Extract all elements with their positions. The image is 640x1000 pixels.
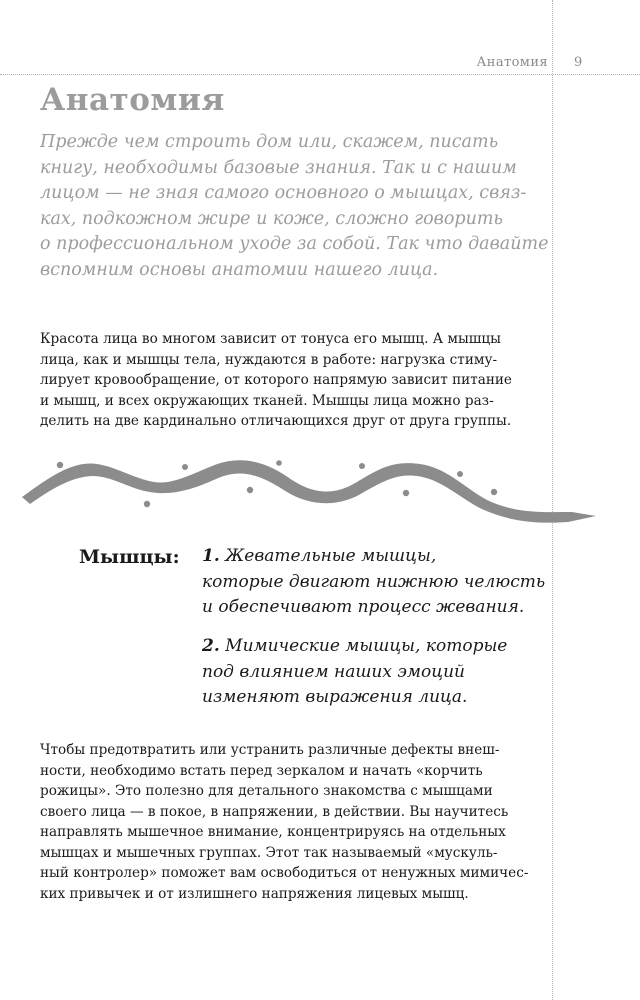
wave-dot xyxy=(403,490,409,496)
page-title: Анатомия xyxy=(40,82,225,118)
intro-line: книгу, необходимы базовые знания. Так и с нашим xyxy=(40,157,517,178)
wave-dot xyxy=(491,489,497,495)
wave-dot xyxy=(144,501,150,507)
intro-paragraph xyxy=(40,130,560,284)
wave-dot xyxy=(319,493,325,499)
item-number: 1. xyxy=(202,546,220,566)
body-line: направлять мышечное внимание, концентрируясь на отдельных xyxy=(40,824,506,840)
wave-ornament-icon xyxy=(22,452,596,532)
wave-dot xyxy=(182,464,188,470)
muscle-group-line: которые двигают нижнюю челюсть xyxy=(202,571,546,592)
intro-line: Прежде чем строить дом или, скажем, писать xyxy=(40,132,499,152)
muscle-group-item xyxy=(202,634,562,711)
body-paragraph-2 xyxy=(40,740,550,904)
body-line: Красота лица во многом зависит от тонуса его мышц. А мышцы xyxy=(40,331,501,347)
body-line: делить на две кардинально отличающихся друг от друга группы. xyxy=(40,413,512,429)
body-line: лица, как и мышцы тела, нуждаются в работе: нагрузка стиму- xyxy=(40,351,498,368)
body-line: ности, необходимо встать перед зеркалом и начать «корчить xyxy=(40,762,483,779)
item-number: 2. xyxy=(202,636,220,656)
body-line: ный контролер» поможет вам освободиться от ненужных мимичес- xyxy=(40,865,529,881)
body-line: ких привычек и от излишнего напряжения лицевых мышц. xyxy=(40,885,469,902)
intro-line: ках, подкожном жире и коже, сложно говорить xyxy=(40,208,503,229)
wave-dot xyxy=(247,487,253,493)
body-line: мышцах и мышечных группах. Этот так называемый «мускуль- xyxy=(40,844,498,861)
muscle-group-item xyxy=(202,544,562,621)
wave-dot xyxy=(57,462,63,468)
muscle-group-line xyxy=(202,544,562,570)
body-line: своего лица — в покое, в напряжении, в действии. Вы научитесь xyxy=(40,803,509,820)
margin-guide-horizontal xyxy=(0,74,640,75)
intro-line: о профессиональном уходе за собой. Так что давайте xyxy=(40,234,549,255)
intro-line: вспомним основы анатомии нашего лица. xyxy=(40,259,439,280)
body-line: лирует кровообращение, от которого напрямую зависит питание xyxy=(40,372,512,388)
body-paragraph-1 xyxy=(40,329,550,432)
muscle-group-line: изменяют выражения лица. xyxy=(202,687,468,707)
wave-dot xyxy=(359,463,365,469)
page-number: 9 xyxy=(574,55,583,70)
muscle-group-line: и обеспечивают процесс жевания. xyxy=(202,597,525,617)
wave-band xyxy=(22,460,596,522)
body-line: рожицы». Это полезно для детального знакомства с мышцами xyxy=(40,783,493,799)
muscle-group-line: под влиянием наших эмоций xyxy=(202,661,465,682)
muscles-label: Мышцы: xyxy=(79,546,180,568)
wave-dot xyxy=(276,460,282,466)
body-line: Чтобы предотвратить или устранить различные дефекты внеш- xyxy=(40,742,500,758)
muscle-group-line xyxy=(202,634,562,660)
wave-dot xyxy=(457,471,463,477)
intro-line: лицом — не зная самого основного о мышцах, связ- xyxy=(40,183,527,204)
body-line: и мышц, и всех окружающих тканей. Мышцы лица можно раз- xyxy=(40,392,494,409)
muscle-group-text: Мимические мышцы, которые xyxy=(225,636,508,656)
running-head-title: Анатомия xyxy=(476,55,548,70)
muscle-group-text: Жевательные мышцы, xyxy=(225,546,437,566)
